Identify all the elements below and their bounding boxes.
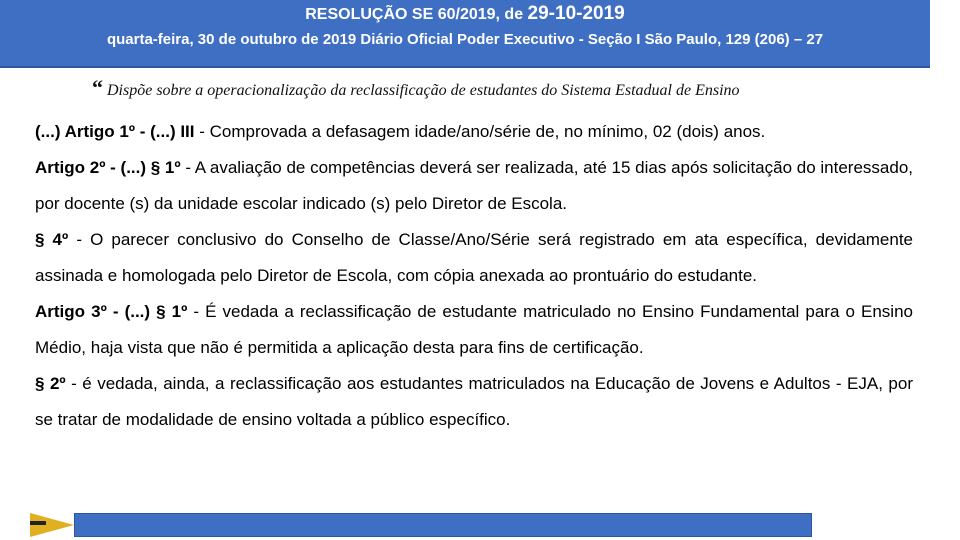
publication-info: quarta-feira, 30 de outubro de 2019 Diário Oficial Poder Executivo - Seção I São Paulo, 129 (206) – 27: [106, 31, 824, 48]
document-body: [35, 114, 913, 438]
footer-arrow-icon: [30, 513, 74, 537]
resolution-name: RESOLUÇÃO SE 60/2019, de: [305, 6, 528, 23]
header-banner: [0, 0, 930, 68]
resolution-date: 29-10-2019: [527, 3, 625, 24]
resolution-title: [0, 3, 930, 26]
footer-bar: [74, 513, 812, 537]
summary-text: Dispõe sobre a operacionalização da reclassificação de estudantes do Sistema Estadual de Ensino: [107, 82, 740, 99]
paragraph-artigo-2: [35, 150, 913, 222]
par-2-text: - é vedada, ainda, a reclassificação aos estudantes matriculados na Educação de Jovens e Adultos - EJA, por se tratar de modalidade de ensino voltada a público específico.: [35, 374, 913, 429]
artigo-1-heading: (...) Artigo 1º - (...) III: [35, 122, 195, 141]
quote-mark-icon: “: [92, 75, 103, 100]
par-4-heading: § 4º: [35, 230, 69, 249]
paragraph-artigo-3: [35, 294, 913, 366]
artigo-2-heading: Artigo 2º - (...) § 1º: [35, 158, 181, 177]
artigo-3-heading: Artigo 3º - (...) § 1º: [35, 302, 188, 321]
par-4-text: - O parecer conclusivo do Conselho de Classe/Ano/Série será registrado em ata específica, devidamente assinada e homologada pelo Diretor de Escola, com cópia anexada ao prontuário do estudante.: [35, 230, 913, 285]
paragraph-artigo-1: [35, 114, 913, 150]
footer-dash-icon: [30, 521, 46, 525]
par-2-heading: § 2º: [35, 374, 66, 393]
paragraph-par-2: [35, 366, 913, 438]
artigo-1-text: - Comprovada a defasagem idade/ano/série de, no mínimo, 02 (dois) anos.: [194, 122, 766, 141]
artigo-2-text: - A avaliação de competências deverá ser realizada, até 15 dias após solicitação do interessado, por docente (s) da unidade escolar indicado (s) pelo Diretor de Escola.: [35, 158, 913, 213]
paragraph-par-4: [35, 222, 913, 294]
resolution-summary: [92, 76, 932, 103]
artigo-3-text: - É vedada a reclassificação de estudante matriculado no Ensino Fundamental para o Ensino Médio, haja vista que não é permitida a aplicação desta para fins de certificação.: [35, 302, 913, 357]
